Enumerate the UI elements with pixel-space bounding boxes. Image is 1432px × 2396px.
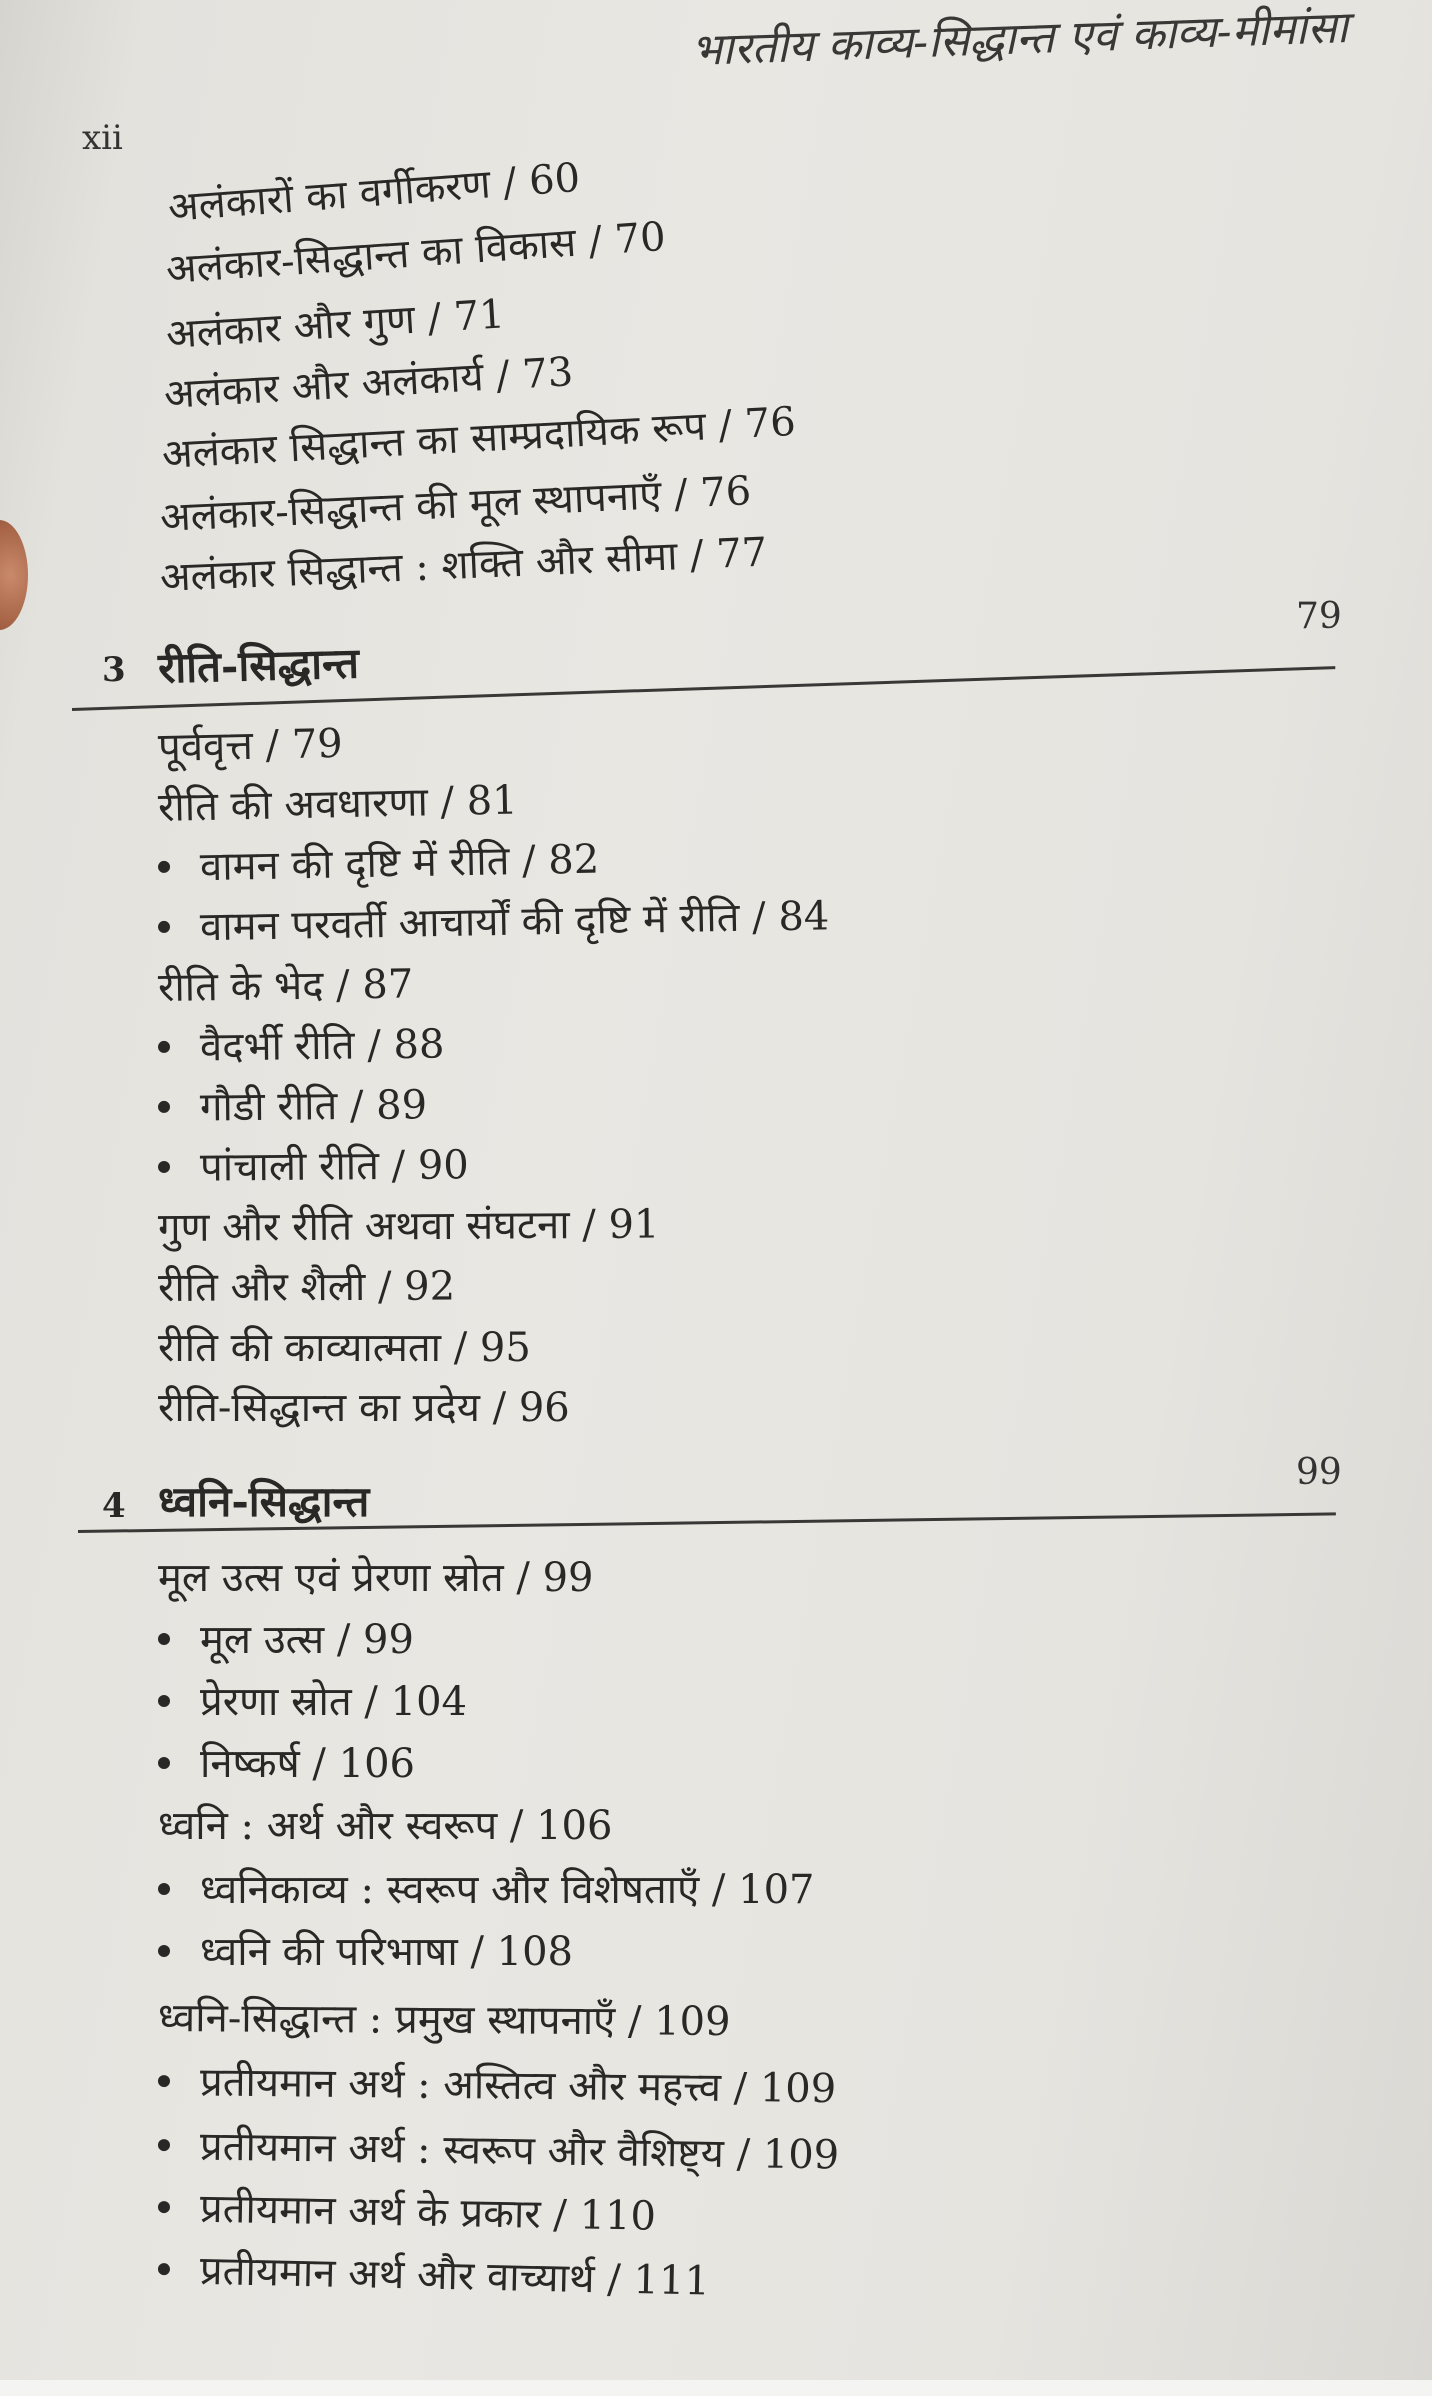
bullet-icon bbox=[158, 2139, 170, 2151]
chapter-page-number: 99 bbox=[1296, 1452, 1342, 1493]
toc-subentry-label: प्रतीयमान अर्थ और वाच्यार्थ / 111 bbox=[199, 2247, 711, 2305]
toc-entry: अलंकारों का वर्गीकरण / 60 bbox=[166, 154, 582, 231]
toc-subentry-label: प्रतीयमान अर्थ : अस्तित्व और महत्त्व / 109 bbox=[199, 2059, 837, 2113]
toc-entry: रीति-सिद्धान्त का प्रदेय / 96 bbox=[158, 1385, 570, 1431]
bullet-icon bbox=[158, 1695, 170, 1707]
toc-subentry-label: मूल उत्स / 99 bbox=[200, 1617, 414, 1663]
chapter-page-number: 79 bbox=[1296, 596, 1342, 637]
toc-subentry bbox=[158, 2052, 837, 2114]
toc-entry: ध्वनि : अर्थ और स्वरूप / 106 bbox=[158, 1803, 613, 1849]
toc-subentry bbox=[158, 2116, 840, 2181]
toc-entry: रीति और शैली / 92 bbox=[157, 1263, 456, 1311]
toc-subentry bbox=[158, 1610, 414, 1665]
chapter-title: रीति-सिद्धान्त bbox=[157, 638, 360, 693]
toc-subentry bbox=[158, 1860, 814, 1915]
toc-subentry bbox=[158, 1135, 469, 1193]
toc-subentry bbox=[158, 1734, 415, 1789]
bullet-icon bbox=[158, 2263, 170, 2275]
chapter-number: 4 bbox=[102, 1486, 126, 1526]
bullet-icon bbox=[158, 1161, 170, 1173]
toc-entry: अलंकार सिद्धान्त का साम्प्रदायिक रूप / 76 bbox=[160, 398, 797, 478]
toc-entry: पूर्ववृत्त / 79 bbox=[157, 720, 344, 771]
bullet-icon bbox=[158, 1633, 170, 1645]
chapter-title: ध्वनि-सिद्धान्त bbox=[158, 1477, 370, 1526]
chapter-number: 3 bbox=[102, 650, 126, 690]
bullet-icon bbox=[158, 1945, 170, 1957]
page-bottom-edge bbox=[0, 2380, 1432, 2396]
toc-subentry-label: निष्कर्ष / 106 bbox=[200, 1741, 415, 1787]
toc-entry: अलंकार-सिद्धान्त की मूल स्थापनाएँ / 76 bbox=[159, 468, 753, 541]
thumb-edge bbox=[0, 520, 28, 630]
toc-entry: अलंकार और अलंकार्य / 73 bbox=[162, 349, 575, 418]
toc-entry: अलंकार-सिद्धान्त का विकास / 70 bbox=[164, 213, 668, 293]
toc-subentry-label: ध्वनि की परिभाषा / 108 bbox=[200, 1929, 574, 1975]
bullet-icon bbox=[158, 1757, 170, 1769]
toc-entry: गुण और रीति अथवा संघटना / 91 bbox=[157, 1201, 660, 1251]
bullet-icon bbox=[158, 1041, 170, 1053]
toc-subentry-label: पांचाली रीति / 90 bbox=[199, 1142, 469, 1191]
toc-subentry bbox=[158, 1075, 428, 1133]
bullet-icon bbox=[158, 1101, 170, 1113]
toc-subentry bbox=[158, 1672, 467, 1727]
toc-entry: रीति की काव्यात्मता / 95 bbox=[158, 1325, 531, 1371]
bullet-icon bbox=[158, 2201, 170, 2213]
toc-subentry bbox=[157, 2240, 710, 2307]
toc-subentry-label: गौडी रीति / 89 bbox=[199, 1082, 428, 1131]
bullet-icon bbox=[158, 921, 170, 933]
bullet-icon bbox=[158, 1883, 170, 1895]
toc-subentry bbox=[158, 1015, 445, 1073]
toc-entry: मूल उत्स एवं प्रेरणा स्रोत / 99 bbox=[158, 1555, 594, 1601]
toc-subentry bbox=[158, 1922, 573, 1977]
toc-subentry-label: वामन परवर्ती आचार्यों की दृष्टि में रीति / 84 bbox=[199, 893, 830, 951]
toc-subentry-label: प्रतीयमान अर्थ : स्वरूप और वैशिष्ट्य / 109 bbox=[199, 2123, 840, 2179]
toc-entry: रीति की अवधारणा / 81 bbox=[157, 777, 519, 831]
toc-entry: ध्वनि-सिद्धान्त : प्रमुख स्थापनाएँ / 109 bbox=[157, 1995, 731, 2045]
running-head: भारतीय काव्य-सिद्धान्त एवं काव्य-मीमांसा bbox=[690, 2, 1349, 76]
toc-subentry-label: प्रेरणा स्रोत / 104 bbox=[200, 1679, 467, 1725]
toc-entry: रीति के भेद / 87 bbox=[157, 961, 414, 1011]
toc-subentry-label: प्रतीयमान अर्थ के प्रकार / 110 bbox=[199, 2185, 657, 2240]
toc-subentry bbox=[158, 2178, 657, 2242]
toc-subentry-label: वैदर्भी रीति / 88 bbox=[199, 1021, 445, 1071]
toc-subentry-label: ध्वनिकाव्य : स्वरूप और विशेषताएँ / 107 bbox=[200, 1867, 815, 1913]
toc-subentry bbox=[158, 886, 830, 953]
bullet-icon bbox=[158, 861, 170, 873]
bullet-icon bbox=[158, 2075, 170, 2087]
toc-entry: अलंकार और गुण / 71 bbox=[164, 291, 507, 358]
toc-subentry-label: वामन की दृष्टि में रीति / 82 bbox=[199, 836, 600, 891]
toc-entry: अलंकार सिद्धान्त : शक्ति और सीमा / 77 bbox=[159, 529, 769, 601]
toc-subentry bbox=[157, 830, 599, 893]
page-folio: xii bbox=[82, 118, 123, 158]
